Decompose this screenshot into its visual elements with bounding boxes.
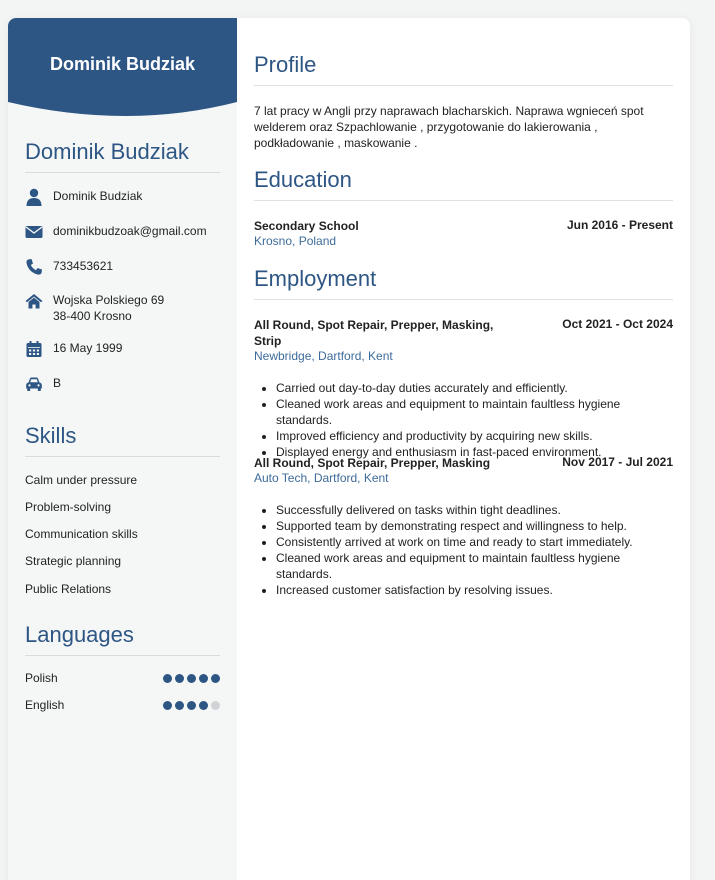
list-item: • Cleaned work areas and equipment to maintain faultless hygiene standards. (276, 396, 676, 428)
list-item: • Displayed energy and enthusiasm in fast-paced environment. (276, 444, 676, 460)
education-date: Jun 2016 - Present (566, 218, 673, 232)
level-dot-filled (199, 674, 208, 683)
employment-heading: Employment (254, 266, 673, 300)
language-row-english (25, 698, 220, 712)
skill-item: Public Relations (25, 582, 112, 596)
address-line-2: 38-400 Krosno (53, 309, 132, 323)
job-date: Nov 2017 - Jul 2021 (562, 455, 673, 469)
level-dot-filled (163, 674, 172, 683)
skill-item: Calm under pressure (25, 473, 138, 487)
banner-name: Dominik Budziak (49, 54, 196, 74)
list-item: • Supported team by demonstrating respect and willingness to help. (276, 518, 676, 534)
profile-text: 7 lat pracy w Angli przy naprawach blacharskich. Naprawa wgnieceń spot welderem oraz Szpachlowanie , przygotowanie do lakierowania , podkładowanie , maskowanie . (254, 104, 644, 150)
list-item: • Cleaned work areas and equipment to maintain faultless hygiene standards. (276, 550, 676, 582)
home-icon (25, 292, 43, 310)
contact-name-row (25, 188, 225, 206)
list-item: • Successfully delivered on tasks within tight deadlines. (276, 502, 676, 518)
resume-page (8, 18, 690, 880)
car-icon (25, 375, 43, 393)
contact-license-row (25, 375, 225, 393)
education-location: Krosno, Poland (254, 234, 337, 248)
envelope-icon (25, 223, 43, 241)
contact-license: B (53, 376, 62, 390)
level-dot-filled (175, 674, 184, 683)
contact-birthdate-row (25, 340, 225, 358)
job-bullets (276, 502, 676, 598)
language-name: English (25, 698, 65, 712)
contact-email-row[interactable] (25, 223, 225, 241)
skill-item: Communication skills (25, 527, 138, 541)
contact-phone[interactable]: 733453621 (53, 259, 114, 273)
level-dot-filled (199, 701, 208, 710)
skills-heading: Skills (25, 423, 220, 457)
level-dot-filled (187, 674, 196, 683)
person-icon (25, 188, 43, 206)
job-title: All Round, Spot Repair, Prepper, Masking (254, 456, 491, 470)
list-item: • Carried out day-to-day duties accurately and efficiently. (276, 380, 676, 396)
job-location: Newbridge, Dartford, Kent (254, 349, 393, 363)
phone-icon (25, 258, 43, 276)
languages-heading: Languages (25, 622, 220, 656)
contact-name: Dominik Budziak (53, 189, 143, 203)
sidebar-name-heading: Dominik Budziak (25, 139, 220, 173)
contact-email[interactable]: dominikbudzoak@gmail.com (53, 224, 207, 238)
level-dot-filled (211, 674, 220, 683)
job-title: All Round, Spot Repair, Prepper, Masking, Strip (254, 318, 494, 348)
skill-item: Strategic planning (25, 554, 122, 568)
level-dot-filled (163, 701, 172, 710)
language-level-dots (163, 701, 220, 710)
calendar-icon (25, 340, 43, 358)
list-item: • Improved efficiency and productivity by acquiring new skills. (276, 428, 676, 444)
language-name: Polish (25, 671, 58, 685)
education-title: Secondary School (254, 219, 359, 233)
level-dot-filled (187, 701, 196, 710)
address-line-1: Wojska Polskiego 69 (53, 293, 165, 307)
sidebar (8, 18, 237, 880)
level-dot-empty (211, 701, 220, 710)
job-bullets (276, 380, 676, 460)
contact-phone-row[interactable] (25, 258, 225, 276)
list-item: • Increased customer satisfaction by resolving issues. (276, 582, 676, 598)
job-location: Auto Tech, Dartford, Kent (254, 471, 389, 485)
contact-birthdate: 16 May 1999 (53, 341, 123, 355)
name-banner (8, 18, 237, 120)
language-row-polish (25, 671, 220, 685)
level-dot-filled (175, 701, 184, 710)
list-item: • Consistently arrived at work on time and ready to start immediately. (276, 534, 676, 550)
contact-address-row (25, 292, 225, 324)
profile-heading: Profile (254, 52, 673, 86)
skill-item: Problem-solving (25, 500, 112, 514)
education-heading: Education (254, 167, 673, 201)
language-level-dots (163, 674, 220, 683)
job-date: Oct 2021 - Oct 2024 (562, 317, 673, 331)
contact-address (53, 292, 164, 324)
